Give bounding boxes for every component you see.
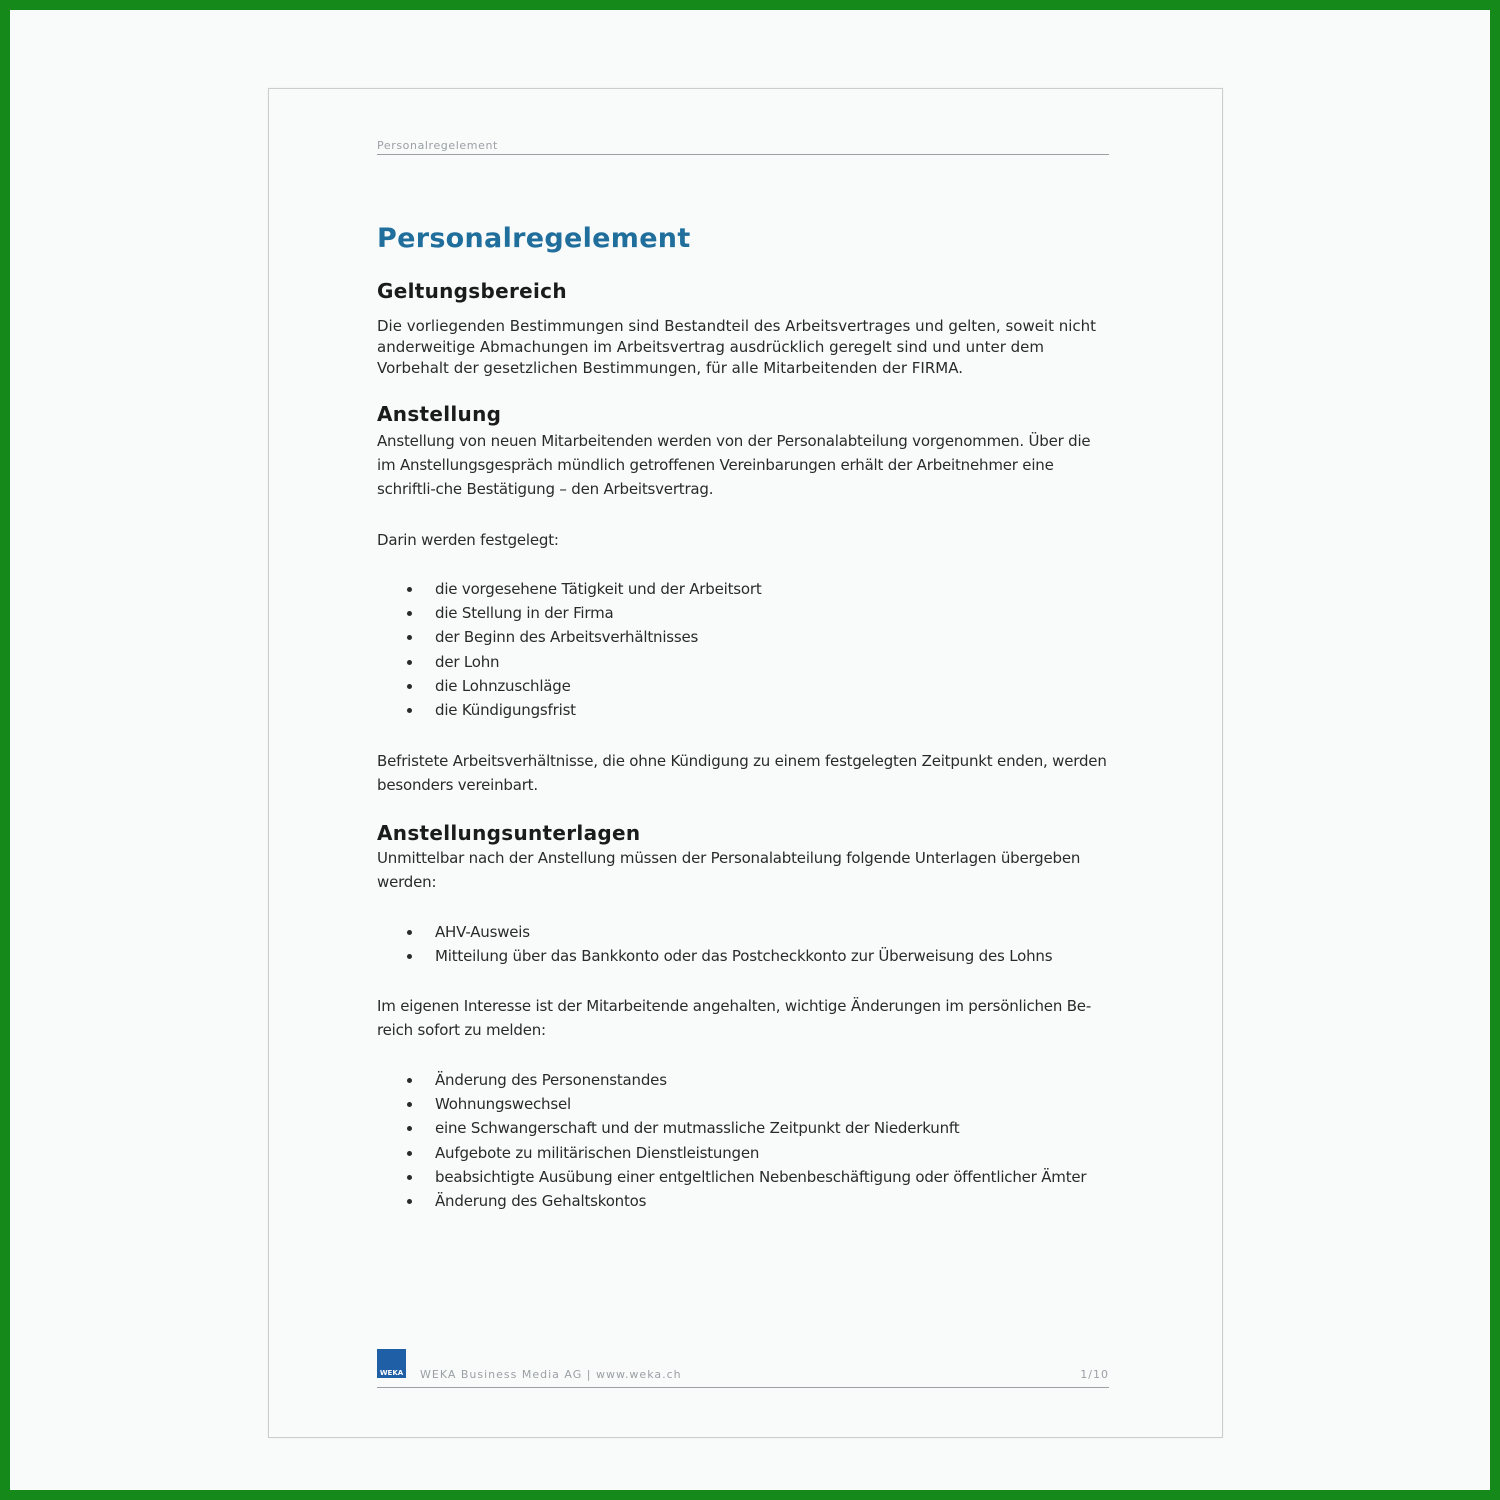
document-page (268, 88, 1223, 1438)
paragraph-anstellung: Anstellung von neuen Mitarbeitenden werden von der Personalabteilung vorgenommen. Über die im Anstellungsgespräch mündlich getroffenen Vereinbarungen erhält der Arbeitnehmer eine schriftli-che Bestätigung – den Arbeitsvertrag. (377, 432, 1091, 498)
list-item: eine Schwangerschaft und der mutmassliche Zeitpunkt der Niederkunft (377, 1116, 1086, 1140)
section-heading-anstellung: Anstellung (377, 402, 502, 426)
page-title: Personalregelement (377, 223, 691, 254)
list-item: beabsichtigte Ausübung einer entgeltlichen Nebenbeschäftigung oder öffentlicher Ämter (377, 1165, 1086, 1189)
green-frame (10, 10, 1490, 1490)
list-item: der Beginn des Arbeitsverhältnisses (377, 625, 762, 649)
list-item: Wohnungswechsel (377, 1092, 1086, 1116)
paragraph-befristete: Befristete Arbeitsverhältnisse, die ohne Kündigung zu einem festgelegten Zeitpunkt enden, werden besonders vereinbart. (377, 752, 1107, 794)
footer-company: WEKA Business Media AG | www.weka.ch (420, 1368, 682, 1381)
list-item: Änderung des Gehaltskontos (377, 1189, 1086, 1213)
running-header: Personalregelement (377, 139, 1109, 155)
section-heading-anstellungsunterlagen: Anstellungsunterlagen (377, 821, 641, 845)
list-item: die Kündigungsfrist (377, 698, 762, 722)
list-item: der Lohn (377, 650, 762, 674)
list-item: Änderung des Personenstandes (377, 1068, 1086, 1092)
section-heading-geltungsbereich: Geltungsbereich (377, 279, 567, 303)
list-item: die Lohnzuschläge (377, 674, 762, 698)
list-item: Aufgebote zu militärischen Dienstleistungen (377, 1141, 1086, 1165)
paragraph-darin: Darin werden festgelegt: (377, 531, 559, 549)
list-item: Mitteilung über das Bankkonto oder das Postcheckkonto zur Überweisung des Lohns (377, 944, 1052, 968)
list-unterlagen (377, 920, 1052, 968)
paragraph-geltungsbereich: Die vorliegenden Bestimmungen sind Bestandteil des Arbeitsvertrages und gelten, soweit nicht anderweitige Abmachungen im Arbeitsvertrag ausdrücklich geregelt sind und unter dem Vorbehalt der gesetzlichen Bestimmungen, für alle Mitarbeitenden der FIRMA. (377, 317, 1097, 377)
page-footer (377, 1349, 1109, 1388)
list-item: die Stellung in der Firma (377, 601, 762, 625)
paragraph-unterlagen: Unmittelbar nach der Anstellung müssen der Personalabteilung folgende Unterlagen übergeben werden: (377, 849, 1081, 891)
logo-text: WEKA (379, 1369, 404, 1377)
list-anstellung (377, 577, 762, 722)
paragraph-interesse: Im eigenen Interesse ist der Mitarbeitende angehalten, wichtige Änderungen im persönlichen Be-reich sofort zu melden: (377, 997, 1092, 1039)
list-item: AHV-Ausweis (377, 920, 1052, 944)
weka-logo (377, 1349, 406, 1378)
list-aenderungen (377, 1068, 1086, 1213)
page-number: 1/10 (1080, 1368, 1109, 1381)
list-item: die vorgesehene Tätigkeit und der Arbeitsort (377, 577, 762, 601)
